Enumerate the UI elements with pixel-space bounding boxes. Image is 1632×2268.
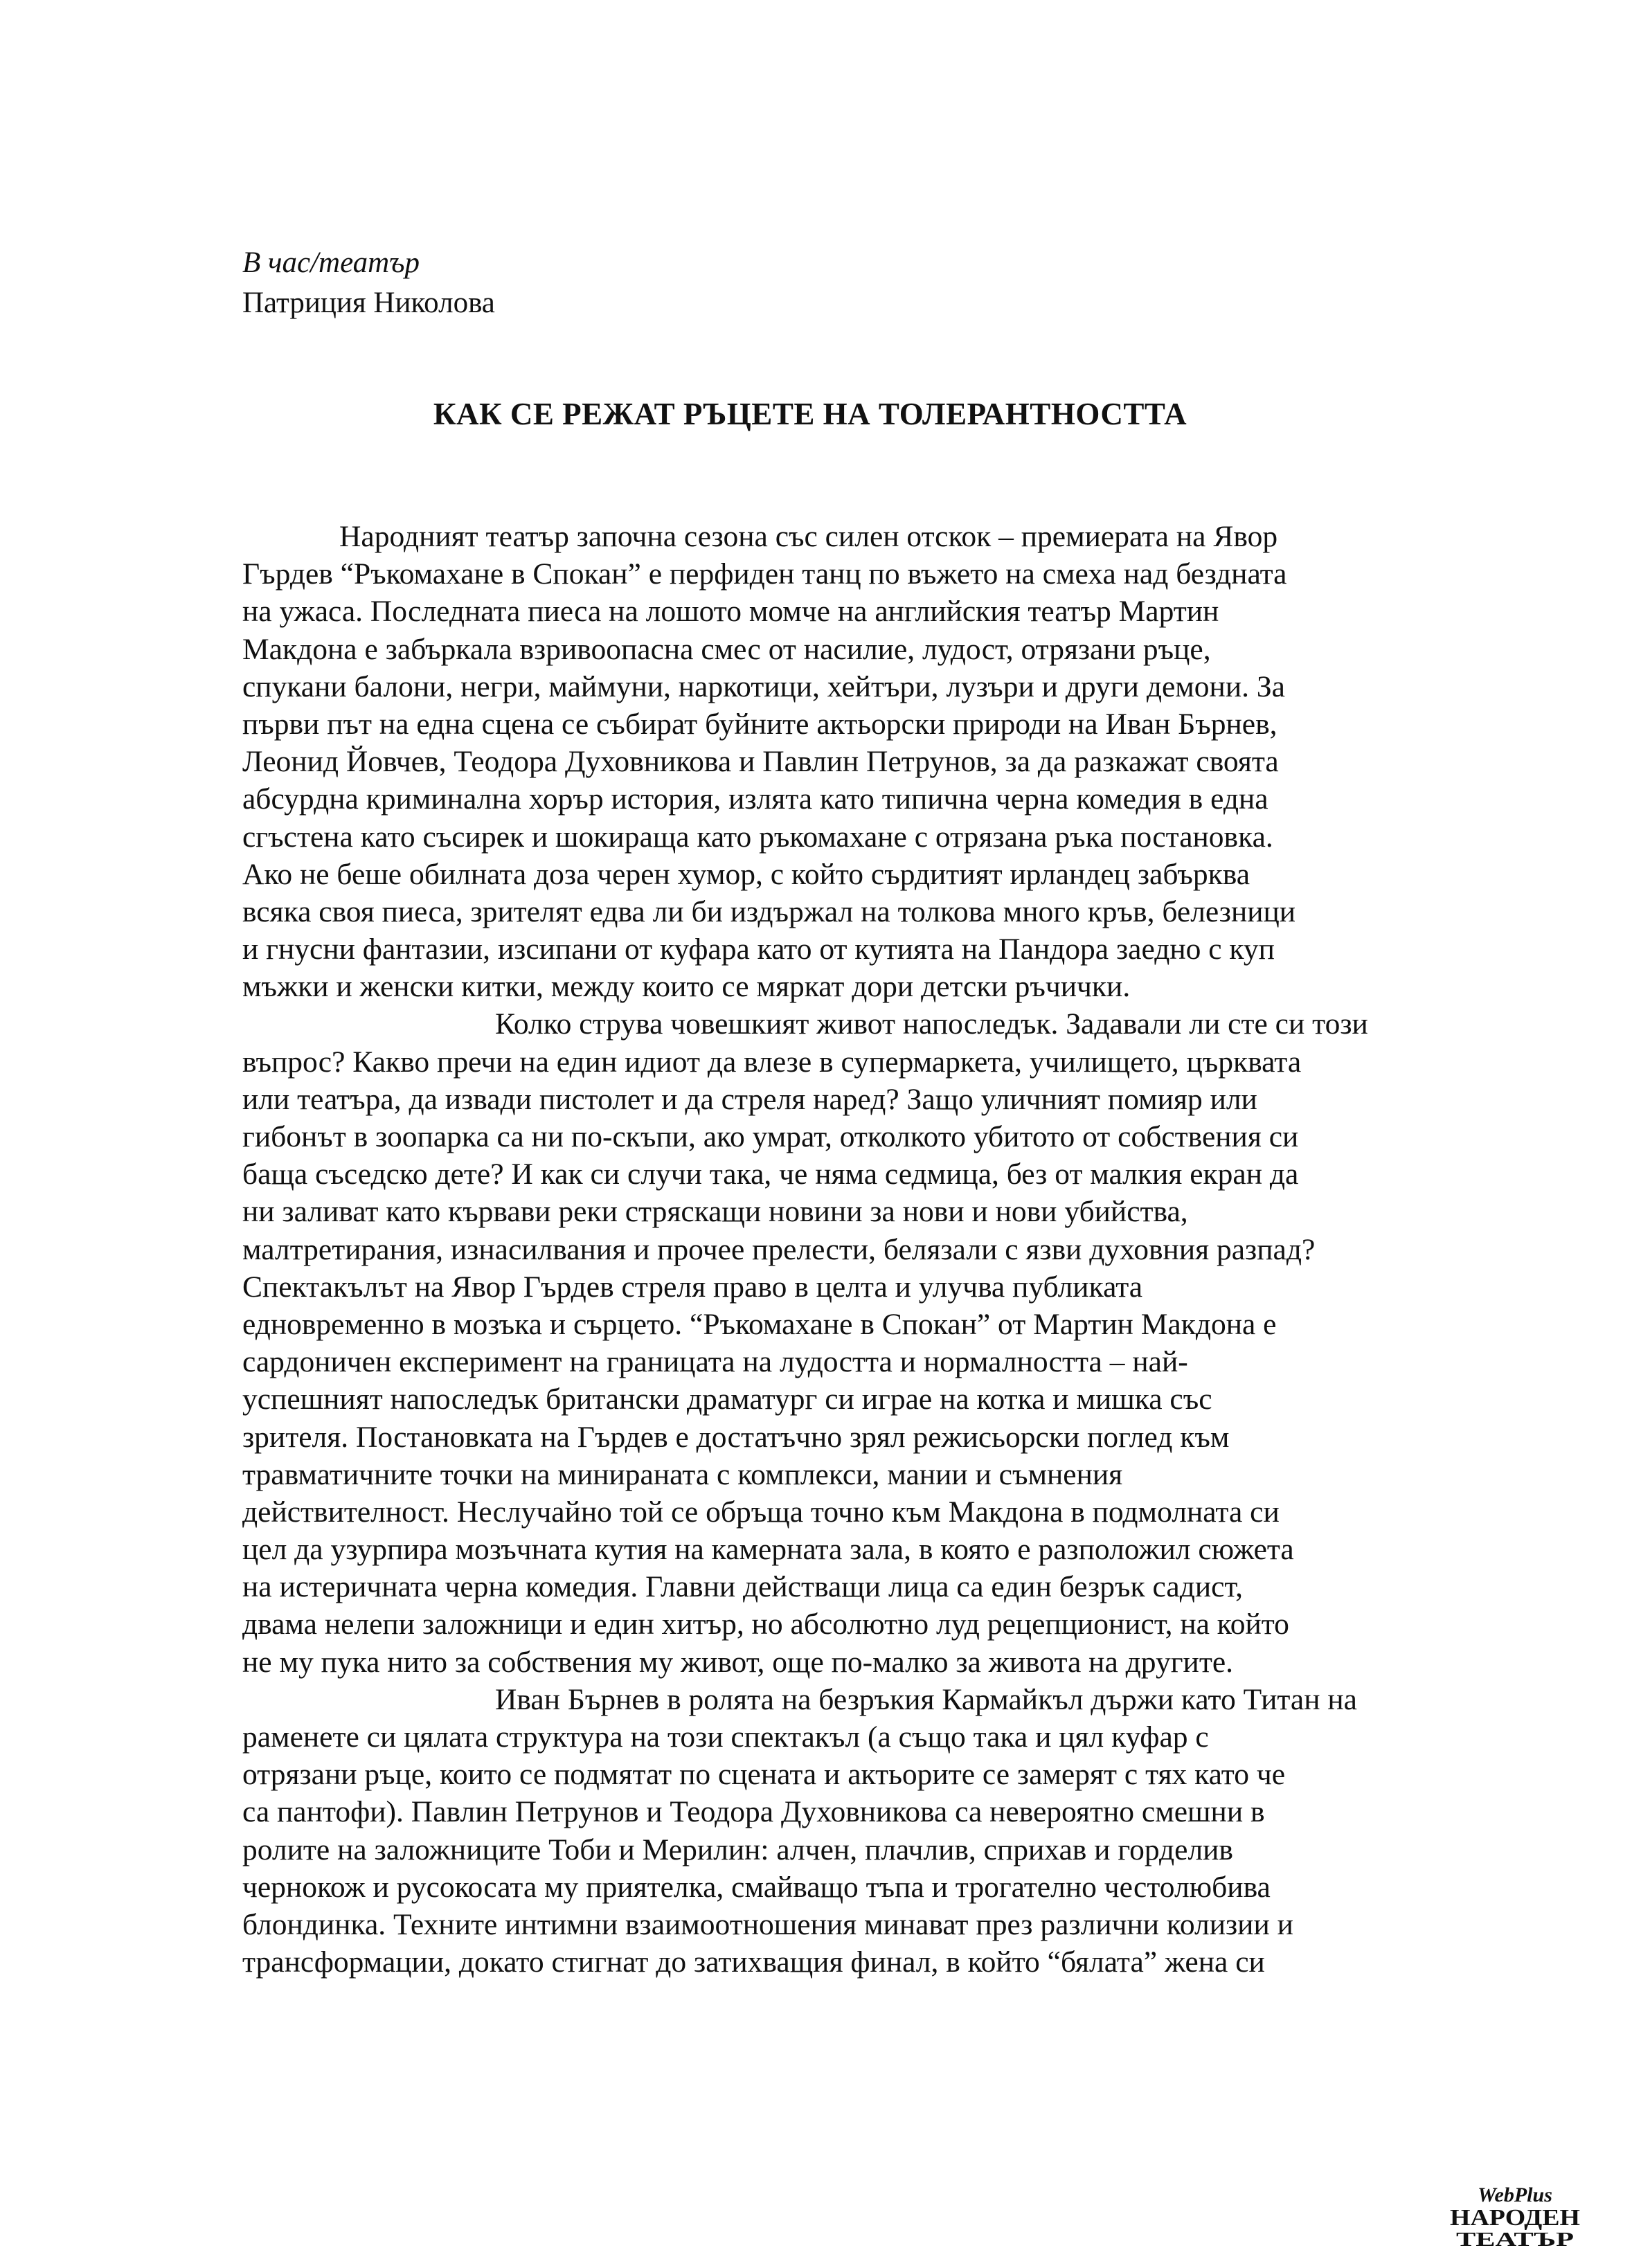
body-line: сардоничен експеримент на границата на лудостта и нормалността – най- <box>242 1345 1188 1379</box>
body-line: баща съседско дете? И как си случи така, че няма седмица, без от малкия екран да <box>242 1158 1299 1191</box>
body-line: Народният театър започна сезона със силен отскок – премиерата на Явор <box>339 520 1278 553</box>
body-line: Макдона е забъркала взривоопасна смес от насилие, лудост, отрязани ръце, <box>242 632 1211 666</box>
body-line: чернокож и русокосата му приятелка, смайващо тъпа и трогателно честолюбива <box>242 1870 1271 1904</box>
body-line: едновременно в мозъка и сърцето. “Ръкомахане в Спокан” от Мартин Макдона е <box>242 1307 1277 1341</box>
body-line: цел да узурпира мозъчната кутия на камерната зала, в която е разположил сюжета <box>242 1533 1294 1567</box>
body-line: Гърдев “Ръкомахане в Спокан” е перфиден танц по въжето на смеха над бездната <box>242 557 1287 591</box>
logo-line-2: ТЕАТЪР <box>1456 2229 1574 2250</box>
body-line: действителност. Неслучайно той се обръща точно към Макдона в подмолната си <box>242 1495 1280 1529</box>
body-line: не му пука нито за собствения му живот, още по-малко за живота на другите. <box>242 1645 1234 1679</box>
body-line: ролите на заложниците Тоби и Мерилин: алчен, плачлив, сприхав и горделив <box>242 1833 1233 1866</box>
body-line: зрителя. Постановката на Гърдев е достатъчно зрял режисьорски поглед към <box>242 1420 1230 1454</box>
body-line: успешният напоследък британски драматург си играе на котка и мишка със <box>242 1383 1212 1416</box>
body-line: малтретирания, изнасилвания и прочее прелести, белязали с язви духовния разпад? <box>242 1232 1316 1266</box>
body-line: Леонид Йовчев, Теодора Духовникова и Павлин Петрунов, за да разкажат своята <box>242 745 1279 779</box>
body-line: мъжки и женски китки, между които се мяркат дори детски ръчички. <box>242 970 1131 1004</box>
body-line: ни заливат като кървави реки стряскащи новини за нови и нови убийства, <box>242 1195 1188 1229</box>
logo-line-1: НАРОДЕН <box>1450 2205 1580 2231</box>
body-line: отрязани ръце, които се подмятат по сцената и актьорите се замерят с тях като че <box>242 1758 1286 1792</box>
article-body <box>242 518 1378 1981</box>
logo-script-text: WebPlus <box>1478 2184 1552 2206</box>
body-line: травматичните точки на минираната с комплекси, мании и съмнения <box>242 1457 1123 1491</box>
author-name: Патриция Николова <box>242 287 495 319</box>
body-line: първи път на една сцена се събират буйните актьорски природи на Иван Бърнев, <box>242 707 1277 741</box>
body-line: Спектакълът на Явор Гърдев стреля право в целта и улучва публиката <box>242 1270 1143 1304</box>
body-line: абсурдна криминална хорър история, излята като типична черна комедия в една <box>242 782 1268 816</box>
body-line: сгъстена като съсирек и шокираща като ръкомахане с отрязана ръка постановка. <box>242 820 1273 854</box>
national-theatre-logo <box>1446 2181 1584 2250</box>
body-line: Иван Бърнев в ролята на безръкия Кармайкъл държи като Титан на <box>495 1682 1357 1716</box>
body-line: двама нелепи заложници и един хитър, но абсолютно луд рецепционист, на който <box>242 1608 1289 1641</box>
body-line: Ако не беше обилната доза черен хумор, с който сърдитият ирландец забърква <box>242 857 1250 891</box>
body-line: и гнусни фантазии, изсипани от куфара като от кутията на Пандора заедно с куп <box>242 933 1275 966</box>
body-line: спукани балони, негри, маймуни, наркотици, хейтъри, лузъри и други демони. За <box>242 669 1285 703</box>
body-line: са пантофи). Павлин Петрунов и Теодора Духовникова са невероятно смешни в <box>242 1795 1265 1829</box>
body-line: трансформации, докато стигнат до затихващия финал, в който “бялата” жена си <box>242 1945 1265 1979</box>
body-line: блондинка. Техните интимни взаимоотношения минават през различни колизии и <box>242 1907 1293 1941</box>
body-line: на ужаса. Последната пиеса на лошото момче на английския театър Мартин <box>242 595 1219 629</box>
article-title: КАК СЕ РЕЖАТ РЪЦЕТЕ НА ТОЛЕРАНТНОСТТА <box>433 397 1187 431</box>
body-line: въпрос? Какво пречи на един идиот да влезе в супермаркета, училището, църквата <box>242 1045 1302 1079</box>
body-line: Колко струва човешкият живот напоследък. Задавали ли сте си този <box>495 1007 1368 1041</box>
section-label: В час/театър <box>242 246 420 279</box>
body-line: раменете си цялата структура на този спектакъл (а също така и цял куфар с <box>242 1720 1209 1754</box>
body-line: или театъра, да извади пистолет и да стреля наред? Защо уличният помияр или <box>242 1082 1257 1116</box>
body-line: всяка своя пиеса, зрителят едва ли би издържал на толкова много кръв, белезници <box>242 894 1296 928</box>
body-line: гибонът в зоопарка са ни по-скъпи, ако умрат, отколкото убитото от собствения си <box>242 1120 1299 1153</box>
body-line: на истеричната черна комедия. Главни действащи лица са един безрък садист, <box>242 1570 1244 1604</box>
